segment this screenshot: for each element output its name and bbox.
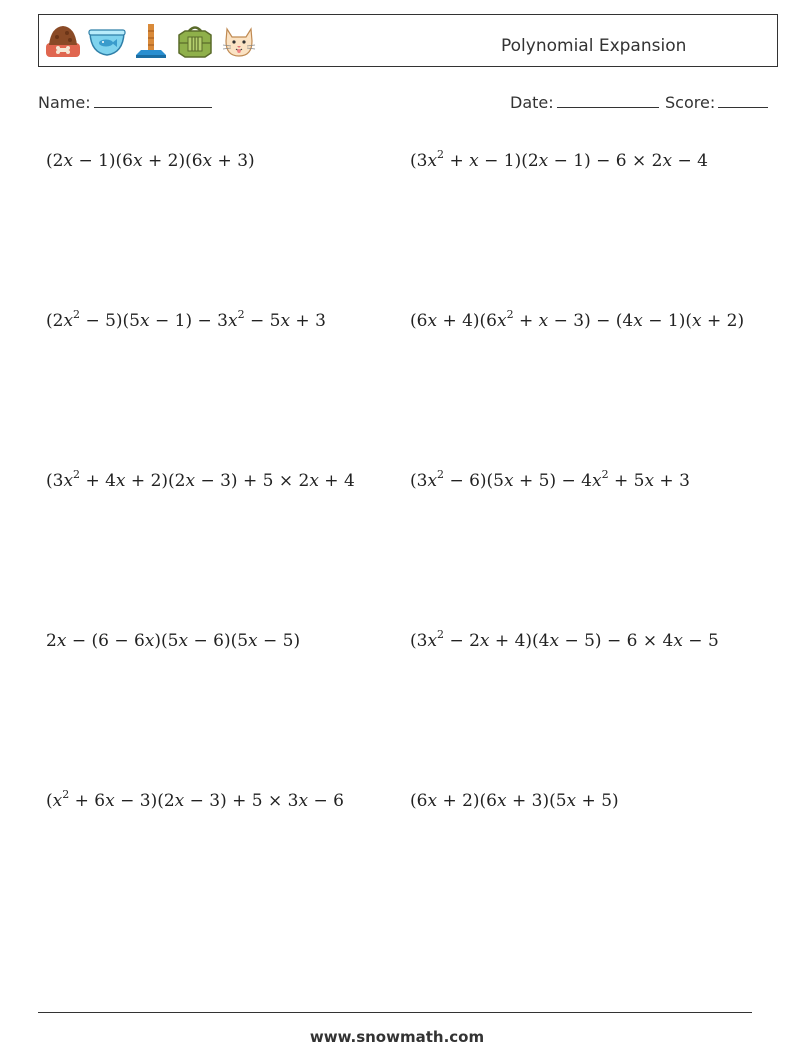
pet-food-icon [43, 21, 83, 61]
score-field[interactable] [665, 93, 768, 112]
problem-7: 2x − (6 − 6x)(5x − 6)(5x − 5) [46, 631, 301, 651]
score-blank[interactable] [718, 93, 768, 108]
problem-1: (2x − 1)(6x + 2)(6x + 3) [46, 151, 255, 171]
fish-bowl-icon [87, 21, 127, 61]
name-blank[interactable] [94, 93, 212, 108]
name-label: Name: [38, 93, 91, 112]
date-blank[interactable] [557, 93, 659, 108]
problem-9: $(x^2 + 6x - 3)(2x - 3) + 5 \times 3x - 6$ [46, 788, 344, 811]
name-field[interactable] [38, 93, 212, 112]
cat-face-icon [219, 21, 259, 61]
worksheet-title: Polynomial Expansion [501, 36, 687, 56]
problem-2: $(3x^2 + x - 1)(2x - 1) - 6 \times 2x - 4$ [410, 148, 708, 171]
problem-3: $(2x^2 - 5)(5x - 1) - 3x^2 - 5x + 3$ [46, 308, 326, 331]
score-label: Score: [665, 93, 716, 112]
problem-8: $(3x^2 - 2x + 4)(4x - 5) - 6 \times 4x - 5$ [410, 628, 719, 651]
problem-4: $(6x + 4)(6x^2 + x - 3) - (4x - 1)(x + 2)$ [410, 308, 745, 331]
date-label: Date: [510, 93, 554, 112]
problem-6: $(3x^2 - 6)(5x + 5) - 4x^2 + 5x + 3$ [410, 468, 690, 491]
date-field[interactable] [510, 93, 659, 112]
pet-carrier-icon [175, 21, 215, 61]
scratching-post-icon [131, 21, 171, 61]
footer-url[interactable]: www.snowmath.com [309, 1028, 485, 1046]
problem-10: (6x + 2)(6x + 3)(5x + 5) [410, 791, 619, 811]
header-icons [43, 20, 259, 62]
problem-5: $(3x^2 + 4x + 2)(2x - 3) + 5 \times 2x + 4$ [46, 468, 355, 491]
footer-divider [38, 1012, 752, 1013]
worksheet-header [38, 14, 778, 67]
